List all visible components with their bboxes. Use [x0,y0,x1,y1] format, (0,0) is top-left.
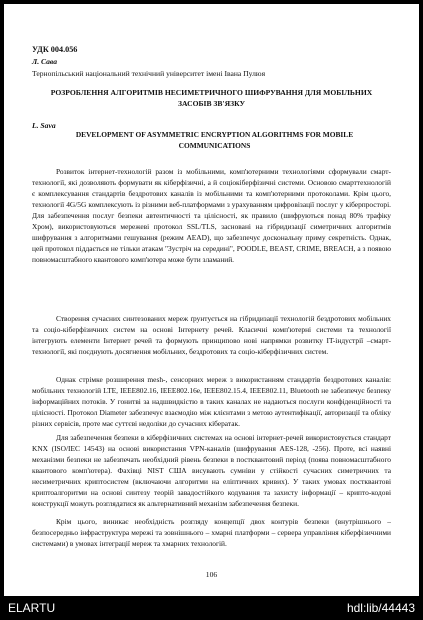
title-ua: РОЗРОБЛЕННЯ АЛГОРИТМІВ НЕСИМЕТРИЧНОГО ШИФРУВАННЯ ДЛЯ МОБІЛЬНИХ ЗАСОБІВ ЗВ'ЯЗКУ [50,88,373,108]
body-paragraph: Крім цього, виникає необхідність розгляду концепції двох контурів безпеки (внутрішнього – безпосередньо інфраструктура мережі та зовнішнього – хмарні платформи – сервера управління кіберфізичними системами) в умовах інтеграції мереж та хмарних технологій. [32,517,391,548]
body-paragraph: Створення сучасних синтезованих мереж ґрунтується на гібридизації технологій бездротових мобільних та соціо-кіберфізичних систем на основі Інтернету речей. Класичні комп'ютерні системи та технології інтегрують елементи Інтернет речей та формують принципово нові напрямки розвитку IT-індустрії –смарт-технології, які поєднують досягнення мобільних, бездротових та соціо-кіберфізичних систем. [32,314,391,356]
document-page [4,4,419,596]
author-ua: Л. Сава [32,57,58,66]
udc-code: УДК 004.056 [32,45,78,54]
repository-label: ELARTU [8,601,56,615]
body-paragraph: Однак стрімке розширення mesh-, сенсорних мереж з використанням стандартів бездротових каналів: мобільних технологій LTE, IEEE802.16, IEEE802.16e, IEEE802.15.4, IEEE802.11, Bluetooth не забезпечує безпеку інформаційних потоків. У гонитві за надшвидкістю в таких каналах не надаються послуги конфіденційності та цілісності. Протокол Diameter забезпечує взаємодію між клієнтами з метою аутентифікації, авторизації та обліку різних сервісів, проте має суттєві недоліки до сучасних кібератак. [32,375,391,428]
title-en: DEVELOPMENT OF ASYMMETRIC ENCRYPTION ALGORITHMS FOR MOBILE COMMUNICATIONS [75,130,354,150]
affiliation: Тернопільський національний технічний університет імені Івана Пулюя [32,69,266,78]
handle-label: hdl:lib/44443 [346,601,415,615]
body-paragraph: Розвиток інтернет-технологій разом із мобільними, комп'ютерними технологіями сформували смарт-технології, які дозволяють формувати як кіберфізичні, а й соціокіберфізичні системи. Основою смарттехнологій є комплексування стандартів бездротових каналів із мобільними та комп'ютерними протоколами. Крім цього, технології 4G/5G комплексують із різними веб-платформами з урахуванням цифровізації послуг у кіберпросторі. Для забезпечення послуг безпеки автентичності та цілісності, як правило (шифруються понад 80% трафіку Хром), використовуються мережеві протокол SSL/TLS, засновані на гібридизації симетричних алгоритмів шифрування з алгоритмами гешування (режим AEAD), що забезпечує доскональну приму секретність. Однак, цей протокол піддається не тільки атакам "Зустріч на середині", POODLE, BEAST, CRIME, BREACH, а з появою повномасштабного квантового комп'ютера може бути зламаний. [32,167,391,264]
author-en: L. Sava [32,121,56,130]
body-paragraph: Для забезпечення безпеки в кіберфізичних системах на основі інтернет-речей використовується стандарт KNX (ISO/IEC 14543) на основі використання VPN-каналів (шифрування AES-128, -256). Проте, всі наявні механізми безпеки не забезпечать необхідний рівень безпеки в постквантовий період (поява повномасштабного квантового комп'ютера). Фахівці NIST США висувають сумніви у стійкості сучасних симетричних та несиметричних криптосистем (включаючи алгоритми на еліптичних кривих). У таких умовах постквантові криптоалгоритми на основі синтезу теорій завадостійкого кодування та захисту інформації – крипто-кодові конструкції можуть розглядатися як альтернативний механізм забезпечення безпеки. [32,433,391,508]
page-number: 106 [205,570,218,579]
